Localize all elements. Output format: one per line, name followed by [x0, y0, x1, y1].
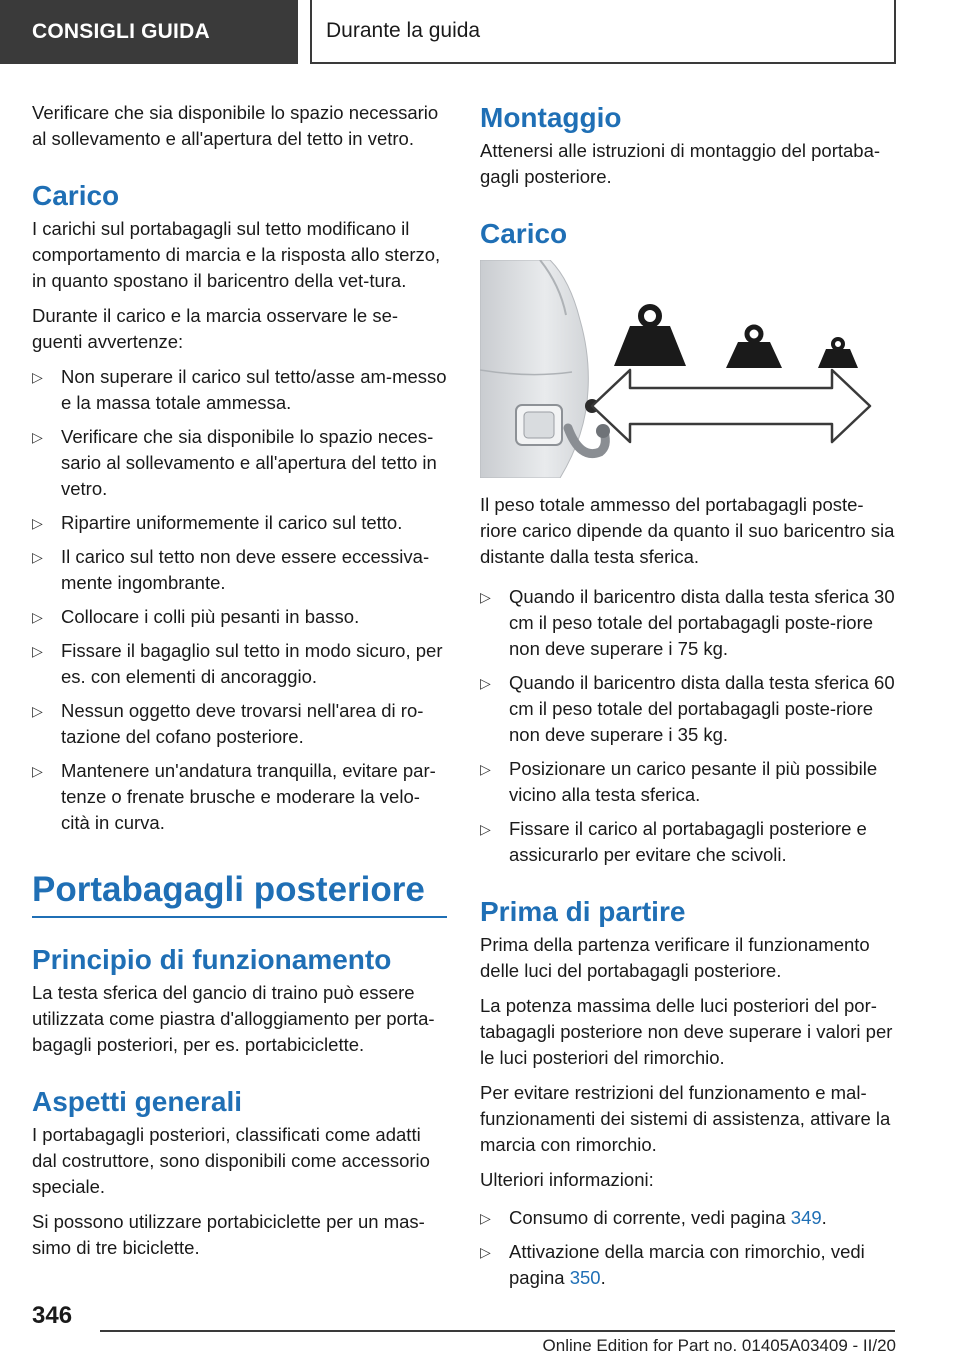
list-item: ▷ Il carico sul tetto non deve essere eccessiva‐mente ingombrante.	[32, 546, 430, 593]
load-distance-illustration	[480, 260, 895, 478]
list-item: ▷ Nessun oggetto deve trovarsi nell'area di ro‐tazione del cofano posteriore.	[32, 700, 424, 747]
heading-principio: Principio di funzionamento	[32, 944, 392, 975]
chapter-label: Durante la guida	[326, 19, 481, 42]
left-column	[32, 100, 447, 1270]
list-item: ▷ Consumo di corrente, vedi pagina 349.	[480, 1205, 895, 1231]
bullet-triangle-icon: ▷	[480, 675, 491, 691]
list-item: ▷ Quando il baricentro dista dalla testa sferica 30 cm il peso totale del portabagagli poste‐riore non deve superare i 75 kg.	[480, 586, 895, 659]
bullet-triangle-icon: ▷	[32, 763, 43, 779]
edition-text: Online Edition for Part no. 01405A03409 - II/20	[542, 1336, 896, 1355]
bullet-triangle-icon: ▷	[32, 369, 43, 385]
list-item: ▷ Quando il baricentro dista dalla testa sferica 60 cm il peso totale del portabagagli poste‐riore non deve superare i 35 kg.	[480, 672, 895, 745]
page-number: 346	[32, 1302, 73, 1329]
intro-paragraph: Verificare che sia disponibile lo spazio necessario al sollevamento e all'apertura del tetto in vetro.	[32, 102, 439, 149]
warning-list	[32, 364, 447, 836]
bullet-triangle-icon: ▷	[32, 515, 43, 531]
heading-aspetti: Aspetti generali	[32, 1086, 243, 1117]
list-item: ▷ Fissare il carico al portabagagli posteriore e assicurarlo per evitare che scivoli.	[480, 818, 867, 865]
list-item: ▷ Posizionare un carico pesante il più possibile vicino alla testa sferica.	[480, 758, 878, 805]
bullet-triangle-icon: ▷	[32, 429, 43, 445]
chapter-header	[310, 0, 896, 64]
list-item: ▷ Attivazione della marcia con rimorchio, vedi pagina 350.	[480, 1241, 865, 1288]
montaggio-paragraph: Attenersi alle istruzioni di montaggio del portaba‐gagli posteriore.	[480, 140, 881, 187]
aspetti-paragraph-2: Si possono utilizzare portabiciclette per un mas‐simo di tre biciclette.	[32, 1211, 425, 1258]
prima-paragraph-4: Ulteriori informazioni:	[480, 1169, 654, 1190]
carico-paragraph-2: Durante il carico e la marcia osservare le se‐guenti avvertenze:	[32, 305, 399, 352]
bullet-triangle-icon: ▷	[480, 821, 491, 837]
bullet-triangle-icon: ▷	[32, 643, 43, 659]
list-item: ▷ Collocare i colli più pesanti in basso.	[32, 604, 447, 630]
bullet-triangle-icon: ▷	[480, 761, 491, 777]
bullet-triangle-icon: ▷	[32, 609, 43, 625]
list-item: ▷ Fissare il bagaglio sul tetto in modo sicuro, per es. con elementi di ancoraggio.	[32, 640, 443, 687]
prima-paragraph-2: La potenza massima delle luci posteriori del por‐tabagagli posteriore non deve superare i valori per le luci posteriori del rimorchio.	[480, 995, 893, 1068]
principio-paragraph: La testa sferica del gancio di traino può essere utilizzata come piastra d'alloggiamento per porta‐bagagli posteriori, per es. portabiciclette.	[32, 982, 435, 1055]
heading-prima: Prima di partire	[480, 896, 686, 927]
heading-montaggio: Montaggio	[480, 102, 622, 133]
prima-paragraph-1: Prima della partenza verificare il funzionamento delle luci del portabagagli posteriore.	[480, 934, 870, 981]
heading-carico: Carico	[32, 180, 120, 211]
section-label: CONSIGLI GUIDA	[32, 20, 210, 43]
aspetti-paragraph-1: I portabagagli posteriori, classificati come adatti dal costruttore, sono disponibili come accessorio speciale.	[32, 1124, 430, 1197]
load-list	[480, 584, 895, 868]
bullet-triangle-icon: ▷	[480, 589, 491, 605]
list-item: ▷ Ripartire uniformemente il carico sul tetto.	[32, 510, 447, 536]
list-item: ▷ Non superare il carico sul tetto/asse am‐messo e la massa totale ammessa.	[32, 366, 447, 413]
footer-divider	[100, 1330, 895, 1332]
bullet-triangle-icon: ▷	[32, 549, 43, 565]
bullet-triangle-icon: ▷	[480, 1244, 491, 1260]
section-title: Portabagagli posteriore	[32, 870, 447, 918]
bullet-triangle-icon: ▷	[32, 703, 43, 719]
reference-list	[480, 1205, 895, 1291]
page-link-349[interactable]: 349	[790, 1207, 822, 1228]
carico-paragraph: Il peso totale ammesso del portabagagli poste‐riore carico dipende da quanto il suo baricentro sia distante dalla testa sferica.	[480, 494, 895, 567]
heading-carico-right: Carico	[480, 218, 568, 249]
bullet-triangle-icon: ▷	[480, 1210, 491, 1226]
list-item: ▷ Mantenere un'andatura tranquilla, evitare par‐tenze o frenate brusche e moderare la velo‐cità in curva.	[32, 760, 436, 833]
prima-paragraph-3: Per evitare restrizioni del funzionamento e mal‐funzionamenti dei sistemi di assistenza, attivare la marcia con rimorchio.	[480, 1082, 891, 1155]
carico-paragraph-1: I carichi sul portabagagli sul tetto modificano il comportamento di marcia e la risposta allo sterzo, in quanto spostano il baricentro della vet‐tura.	[32, 218, 441, 291]
section-tab	[0, 0, 298, 64]
list-item: ▷ Verificare che sia disponibile lo spazio neces‐sario al sollevamento e all'apertura del tetto in vetro.	[32, 426, 437, 499]
page-link-350[interactable]: 350	[569, 1267, 601, 1288]
right-column	[480, 100, 895, 1299]
